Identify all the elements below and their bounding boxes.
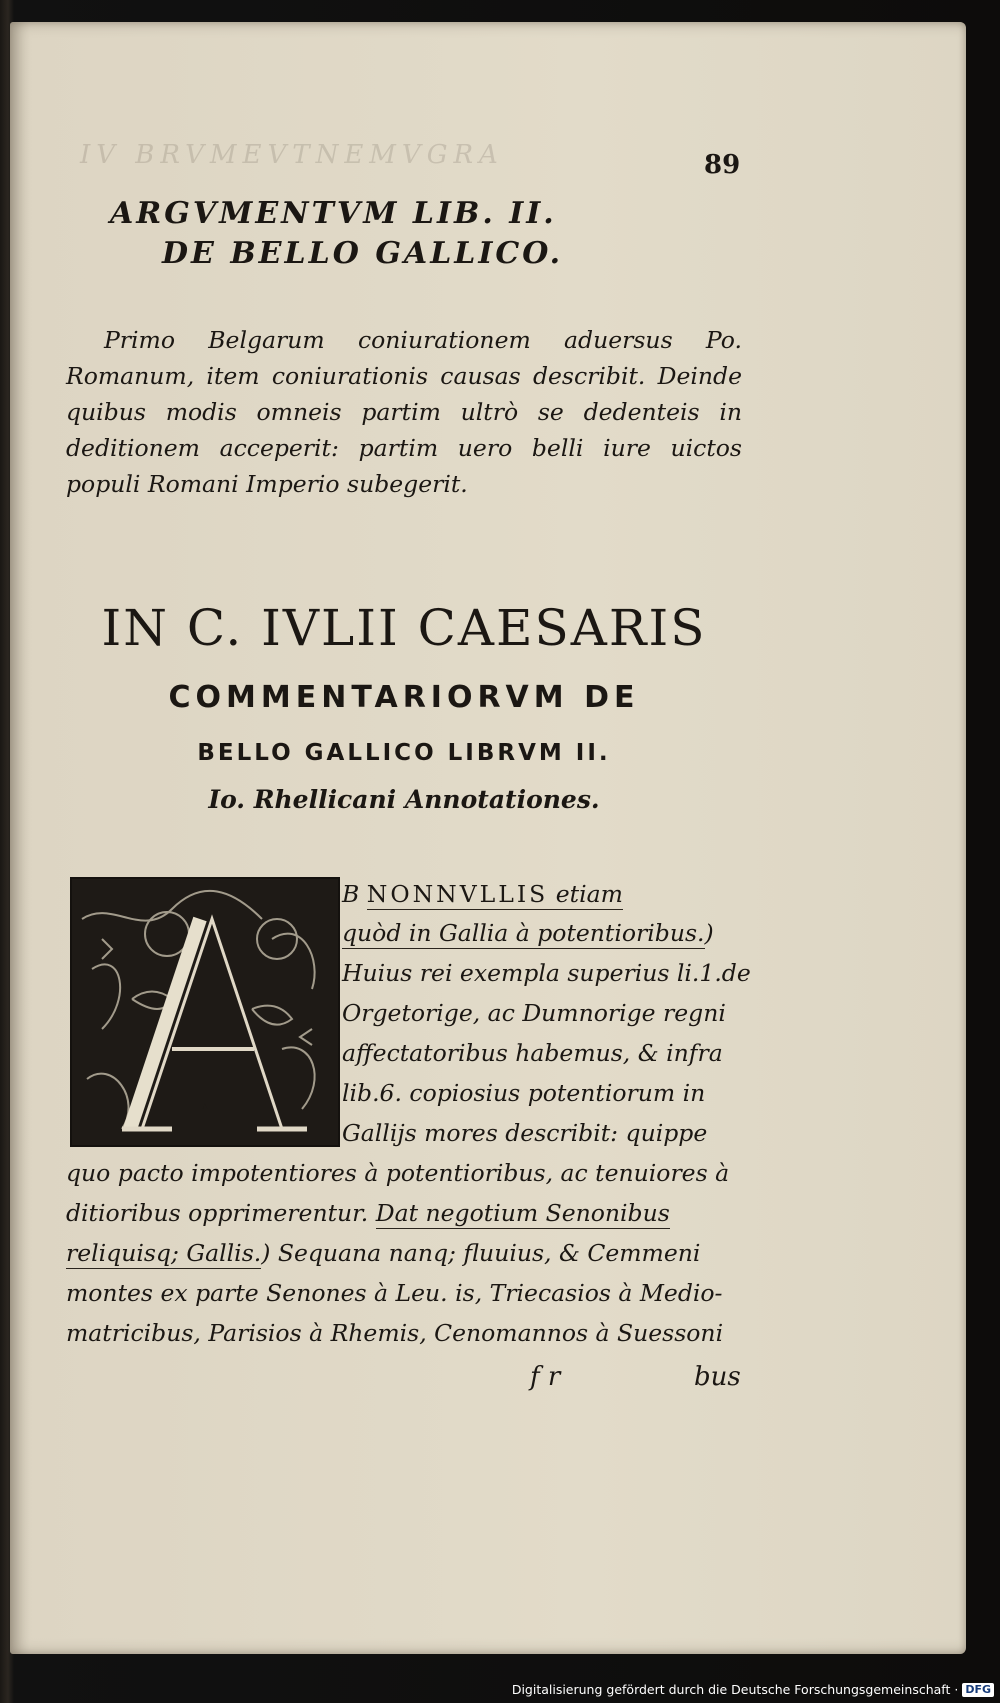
catchword: bus bbox=[694, 1362, 741, 1392]
lemma-reliquisque: reliquisq; Gallis. bbox=[66, 1239, 262, 1267]
book-page bbox=[10, 22, 966, 1654]
initial-letter: A bbox=[202, 1102, 208, 1111]
commentary-line-12: matricibus, Parisios à Rhemis, Cenomannos à Suessoni bbox=[66, 1319, 724, 1347]
show-through-text: IV BRVMEVTNEMVGRA bbox=[80, 140, 504, 170]
lemma-dat-negotium: Dat negotium Senonibus bbox=[375, 1199, 670, 1227]
credit-text: Digitalisierung gefördert durch die Deutsche Forschungsgemeinschaft · bbox=[511, 1682, 959, 1697]
commentary-line-1 bbox=[342, 880, 623, 908]
commentary-line-6: lib.6. copiosius potentiorum in bbox=[342, 1079, 706, 1107]
book-subheading: COMMENTARIORVM DE bbox=[168, 680, 640, 715]
commentary-line-10 bbox=[66, 1239, 700, 1267]
commentary-line-7: Gallijs mores describit: quippe bbox=[342, 1119, 708, 1147]
commentary-line-9-a: ditioribus opprimerentur. bbox=[66, 1199, 376, 1227]
argument-body: Primo Belgarum coniurationem aduersus Po. Romanum, item coniurationis causas describit. Deinde quibus modis omneis partim ultrò se dedenteis in deditionem acceperit: partim uero belli iure uictos populi Romani Imperio subegerit. bbox=[66, 326, 742, 498]
commentary-line-11: montes ex parte Senones à Leu. is, Triecasios à Medio- bbox=[66, 1279, 723, 1307]
commentary-line-4: Orgetorige, ac Dumnorige regni bbox=[342, 999, 726, 1027]
commentary-line-3: Huius rei exempla superius li.1.de bbox=[342, 959, 751, 987]
book-heading: IN C. IVLII CAESARIS bbox=[101, 599, 707, 657]
commentary-line-8: quo pacto impotentiores à potentioribus, ac tenuiores à bbox=[66, 1159, 730, 1187]
commentary-line-10-b: ) Sequana nanq; fluuius, & Cemmeni bbox=[261, 1239, 701, 1267]
annotations-heading: Io. Rhellicani Annotationes. bbox=[208, 785, 600, 814]
argument-title-line1: ARGVMENTVM LIB. II. bbox=[110, 196, 557, 231]
commentary-line-1-a: B bbox=[342, 880, 367, 908]
decorated-initial bbox=[70, 877, 340, 1147]
lemma-etiam: etiam bbox=[548, 880, 623, 908]
decorated-initial-art bbox=[72, 879, 338, 1145]
signature-mark: f r bbox=[530, 1362, 561, 1392]
commentary-line-2 bbox=[342, 919, 714, 947]
digitization-credit bbox=[512, 1682, 994, 1697]
dfg-logo: DFG bbox=[962, 1683, 994, 1697]
lemma-potentioribus: quòd in Gallia à potentioribus. bbox=[342, 919, 705, 947]
book-subheading-2: BELLO GALLICO LIBRVM II. bbox=[197, 740, 611, 766]
argument-title-line2: DE BELLO GALLICO. bbox=[162, 236, 564, 271]
commentary-line-9 bbox=[66, 1199, 670, 1227]
folio-number: 89 bbox=[704, 150, 741, 180]
argument-title bbox=[110, 194, 750, 274]
commentary-line-5: affectatoribus habemus, & infra bbox=[342, 1039, 723, 1067]
commentary-line-2-b: ) bbox=[704, 919, 714, 947]
lemma-nonnullis: NONNVLLIS bbox=[366, 880, 549, 908]
